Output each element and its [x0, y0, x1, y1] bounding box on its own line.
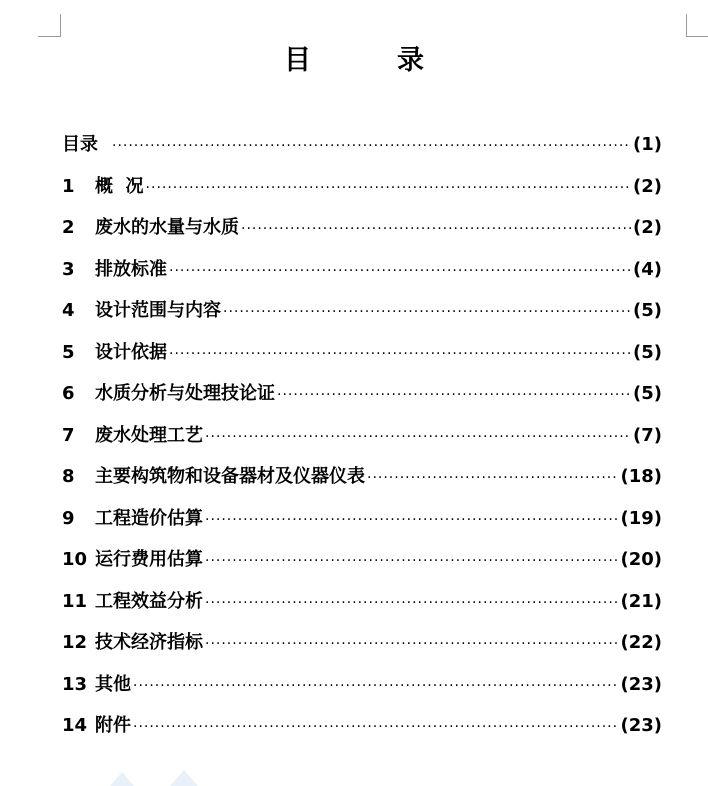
- toc-entry-label: 技术经济指标: [95, 632, 203, 653]
- toc-entry-label: 废水处理工艺: [95, 424, 203, 446]
- toc-entry-page: (23): [620, 715, 662, 736]
- watermark-graphic: [100, 766, 220, 786]
- toc-entry[interactable]: [62, 296, 662, 338]
- crop-mark-top-right: [686, 14, 708, 37]
- toc-entry[interactable]: [62, 462, 662, 504]
- toc-entry-leader: [241, 221, 631, 237]
- toc-entry-number: 14: [62, 715, 88, 736]
- toc-entry-page: (5): [633, 300, 662, 321]
- toc-entry[interactable]: [62, 255, 662, 297]
- title-char-1: 目: [284, 45, 311, 76]
- toc-entry-number: 6: [62, 383, 75, 404]
- toc-entry-number: 3: [62, 258, 75, 280]
- toc-entry-number: 10: [62, 549, 88, 570]
- toc-entry-page: (18): [620, 466, 662, 487]
- toc-entry-label: 主要构筑物和设备器材及仪器仪表: [95, 466, 365, 487]
- table-of-contents: [62, 130, 662, 753]
- toc-entry-number: 11: [62, 590, 88, 612]
- page-title: [0, 38, 708, 78]
- toc-entry-label: 其他: [95, 673, 131, 695]
- toc-entry-leader: [205, 429, 631, 445]
- toc-entry-leader: [169, 263, 631, 279]
- toc-entry-leader: [133, 678, 618, 694]
- toc-entry[interactable]: [62, 545, 662, 587]
- toc-entry[interactable]: [62, 587, 662, 629]
- toc-entry[interactable]: [62, 172, 662, 214]
- toc-entry[interactable]: [62, 711, 662, 753]
- toc-entry-leader: [205, 512, 618, 528]
- toc-entry-number: 5: [62, 341, 75, 363]
- toc-entry[interactable]: [62, 379, 662, 421]
- toc-entry-page: (22): [620, 632, 662, 653]
- toc-entry-label: 工程造价估算: [95, 507, 203, 529]
- toc-entry-page: (7): [633, 424, 662, 446]
- toc-entry-label: 目录: [62, 134, 98, 155]
- toc-entry-page: (23): [620, 673, 662, 695]
- toc-entry-leader: [146, 180, 631, 196]
- toc-entry-label: 附件: [95, 715, 131, 736]
- toc-entry-page: (21): [620, 590, 662, 612]
- toc-entry-leader: [367, 470, 618, 486]
- toc-entry-leader: [169, 346, 631, 362]
- toc-entry-number: 4: [62, 300, 75, 321]
- toc-entry[interactable]: [62, 421, 662, 463]
- toc-entry[interactable]: [62, 670, 662, 712]
- toc-entry-number: 1: [62, 175, 75, 197]
- toc-entry-label: 设计范围与内容: [95, 300, 221, 321]
- toc-entry-label: 运行费用估算: [95, 549, 203, 570]
- toc-entry-number: 8: [62, 466, 75, 487]
- toc-entry-number: 2: [62, 217, 75, 238]
- toc-entry-page: (5): [633, 341, 662, 363]
- toc-entry-label: 水质分析与处理技论证: [95, 383, 275, 404]
- toc-entry-label: 设计依据: [95, 341, 167, 363]
- toc-entry-leader: [205, 553, 618, 569]
- toc-entry-leader: [277, 387, 631, 403]
- title-char-2: 录: [397, 45, 424, 76]
- toc-entry[interactable]: [62, 338, 662, 380]
- toc-entry-label: 工程效益分析: [95, 590, 203, 612]
- toc-entry-page: (2): [633, 175, 662, 197]
- toc-entry-leader: [112, 138, 631, 154]
- toc-entry-label: 概 况: [95, 175, 144, 197]
- toc-entry-number: 12: [62, 632, 88, 653]
- toc-entry[interactable]: [62, 504, 662, 546]
- toc-entry[interactable]: [62, 130, 662, 172]
- crop-mark-top-left: [38, 14, 61, 37]
- toc-entry-leader: [205, 595, 618, 611]
- toc-entry-page: (1): [633, 134, 662, 155]
- toc-entry[interactable]: [62, 628, 662, 670]
- toc-entry-number: 13: [62, 673, 88, 695]
- toc-entry-leader: [133, 719, 618, 735]
- toc-entry-number: 9: [62, 507, 75, 529]
- toc-entry-page: (4): [633, 258, 662, 280]
- toc-entry-leader: [223, 304, 631, 320]
- toc-entry[interactable]: [62, 213, 662, 255]
- toc-entry-number: 7: [62, 424, 75, 446]
- toc-entry-page: (20): [620, 549, 662, 570]
- toc-entry-page: (19): [620, 507, 662, 529]
- toc-entry-page: (2): [633, 217, 662, 238]
- toc-entry-page: (5): [633, 383, 662, 404]
- toc-entry-label: 排放标准: [95, 258, 167, 280]
- toc-entry-leader: [205, 636, 618, 652]
- toc-entry-label: 废水的水量与水质: [95, 217, 239, 238]
